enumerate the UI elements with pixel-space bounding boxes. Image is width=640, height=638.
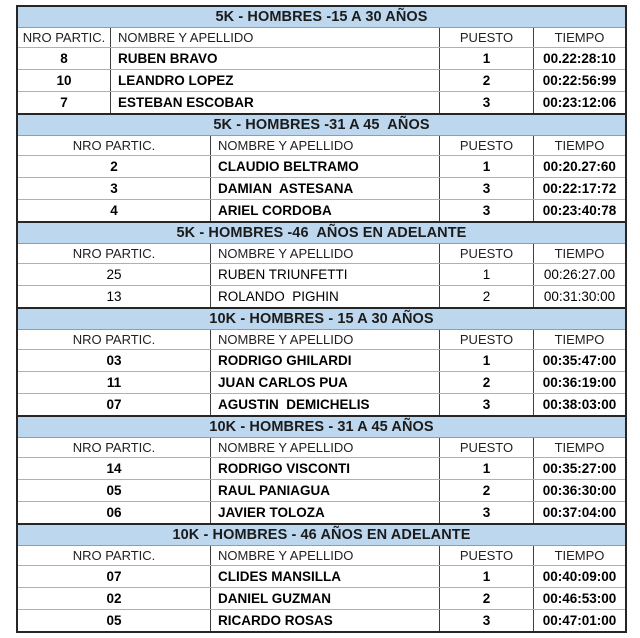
cell-nro-partic: 03	[18, 350, 211, 371]
cell-nombre-apellido: AGUSTIN DEMICHELIS	[211, 394, 440, 415]
column-header-row	[18, 330, 625, 349]
result-row	[18, 371, 625, 393]
category-title-row	[18, 223, 625, 244]
cell-puesto: 1	[440, 264, 534, 285]
result-row	[18, 91, 625, 113]
cell-nombre-apellido: RUBEN BRAVO	[111, 48, 440, 69]
header-nombre-apellido: NOMBRE Y APELLIDO	[211, 244, 440, 263]
cell-nro-partic: 7	[18, 92, 111, 113]
header-puesto: PUESTO	[440, 330, 534, 349]
result-row	[18, 155, 625, 177]
cell-nombre-apellido: JUAN CARLOS PUA	[211, 372, 440, 393]
cell-puesto: 2	[440, 588, 534, 609]
cell-nro-partic: 2	[18, 156, 211, 177]
category-title: 5K - HOMBRES -31 A 45 AÑOS	[213, 117, 430, 133]
header-nro-partic: NRO PARTIC.	[18, 28, 111, 47]
result-row	[18, 263, 625, 285]
cell-tiempo: 00:31:30:00	[543, 289, 616, 304]
result-row	[18, 349, 625, 371]
category-title-row	[18, 309, 625, 330]
cell-nro-partic: 10	[18, 70, 111, 91]
header-tiempo: TIEMPO	[554, 246, 605, 261]
cell-puesto: 1	[440, 48, 534, 69]
result-row	[18, 285, 625, 307]
cell-nro-partic: 05	[18, 610, 211, 631]
cell-nombre-apellido: ARIEL CORDOBA	[211, 200, 440, 221]
cell-puesto: 3	[440, 394, 534, 415]
race-results-table	[16, 5, 627, 633]
header-nro-partic: NRO PARTIC.	[18, 244, 211, 263]
cell-puesto: 3	[440, 92, 534, 113]
header-puesto: PUESTO	[440, 438, 534, 457]
cell-tiempo: 00:22:17:72	[542, 181, 617, 196]
header-puesto: PUESTO	[440, 136, 534, 155]
cell-nombre-apellido: JAVIER TOLOZA	[211, 502, 440, 523]
cell-puesto: 1	[440, 458, 534, 479]
cell-nro-partic: 05	[18, 480, 211, 501]
cell-puesto: 3	[440, 610, 534, 631]
result-row	[18, 457, 625, 479]
cell-tiempo: 00:22:56:99	[542, 73, 617, 88]
result-row	[18, 565, 625, 587]
cell-nro-partic: 3	[18, 178, 211, 199]
cell-nombre-apellido: RODRIGO VISCONTI	[211, 458, 440, 479]
category-section	[18, 221, 625, 307]
header-tiempo: TIEMPO	[554, 138, 605, 153]
cell-tiempo: 00:35:27:00	[542, 461, 617, 476]
cell-tiempo: 00:20.27:60	[543, 159, 616, 174]
header-nro-partic: NRO PARTIC.	[18, 330, 211, 349]
cell-nro-partic: 06	[18, 502, 211, 523]
category-title-row	[18, 525, 625, 546]
category-title: 5K - HOMBRES -46 AÑOS EN ADELANTE	[176, 225, 467, 241]
cell-nro-partic: 07	[18, 566, 211, 587]
result-row	[18, 69, 625, 91]
category-title-row	[18, 115, 625, 136]
header-nombre-apellido: NOMBRE Y APELLIDO	[211, 330, 440, 349]
cell-puesto: 2	[440, 372, 534, 393]
cell-nro-partic: 07	[18, 394, 211, 415]
cell-nombre-apellido: RICARDO ROSAS	[211, 610, 440, 631]
category-section	[18, 113, 625, 221]
category-title-row	[18, 7, 625, 28]
header-tiempo: TIEMPO	[554, 440, 605, 455]
cell-nombre-apellido: DANIEL GUZMAN	[211, 588, 440, 609]
header-puesto: PUESTO	[440, 244, 534, 263]
cell-tiempo: 00:46:53:00	[542, 591, 617, 606]
result-row	[18, 199, 625, 221]
cell-nombre-apellido: RAUL PANIAGUA	[211, 480, 440, 501]
cell-puesto: 1	[440, 156, 534, 177]
category-title: 10K - HOMBRES - 31 A 45 AÑOS	[209, 419, 434, 435]
category-section	[18, 415, 625, 523]
column-header-row	[18, 546, 625, 565]
cell-nro-partic: 4	[18, 200, 211, 221]
header-tiempo: TIEMPO	[554, 332, 605, 347]
result-row	[18, 393, 625, 415]
cell-puesto: 3	[440, 200, 534, 221]
cell-nro-partic: 14	[18, 458, 211, 479]
cell-puesto: 3	[440, 502, 534, 523]
cell-nro-partic: 8	[18, 48, 111, 69]
header-nro-partic: NRO PARTIC.	[18, 438, 211, 457]
header-tiempo: TIEMPO	[554, 30, 605, 45]
cell-nombre-apellido: CLIDES MANSILLA	[211, 566, 440, 587]
cell-tiempo: 00:35:47:00	[542, 353, 617, 368]
cell-nombre-apellido: RODRIGO GHILARDI	[211, 350, 440, 371]
result-row	[18, 177, 625, 199]
cell-tiempo: 00:23:12:06	[542, 95, 617, 110]
cell-tiempo: 00:37:04:00	[542, 505, 617, 520]
cell-nombre-apellido: CLAUDIO BELTRAMO	[211, 156, 440, 177]
column-header-row	[18, 438, 625, 457]
header-nro-partic: NRO PARTIC.	[18, 546, 211, 565]
result-row	[18, 587, 625, 609]
header-nombre-apellido: NOMBRE Y APELLIDO	[211, 136, 440, 155]
cell-puesto: 1	[440, 350, 534, 371]
header-nombre-apellido: NOMBRE Y APELLIDO	[211, 438, 440, 457]
result-row	[18, 501, 625, 523]
category-title: 10K - HOMBRES - 15 A 30 AÑOS	[209, 311, 434, 327]
column-header-row	[18, 136, 625, 155]
header-tiempo: TIEMPO	[554, 548, 605, 563]
cell-nro-partic: 25	[18, 264, 211, 285]
cell-tiempo: 00:38:03:00	[542, 397, 617, 412]
cell-nro-partic: 11	[18, 372, 211, 393]
result-row	[18, 47, 625, 69]
cell-puesto: 3	[440, 178, 534, 199]
cell-nro-partic: 02	[18, 588, 211, 609]
cell-tiempo: 00.22:28:10	[543, 51, 616, 66]
result-row	[18, 479, 625, 501]
result-row	[18, 609, 625, 631]
header-nombre-apellido: NOMBRE Y APELLIDO	[111, 28, 440, 47]
cell-nombre-apellido: LEANDRO LOPEZ	[111, 70, 440, 91]
cell-tiempo: 00:23:40:78	[542, 203, 617, 218]
column-header-row	[18, 28, 625, 47]
column-header-row	[18, 244, 625, 263]
header-nombre-apellido: NOMBRE Y APELLIDO	[211, 546, 440, 565]
cell-puesto: 2	[440, 70, 534, 91]
cell-nombre-apellido: DAMIAN ASTESANA	[211, 178, 440, 199]
header-puesto: PUESTO	[440, 546, 534, 565]
category-title: 10K - HOMBRES - 46 AÑOS EN ADELANTE	[172, 527, 471, 543]
cell-puesto: 2	[440, 480, 534, 501]
cell-tiempo: 00:26:27.00	[543, 267, 616, 282]
cell-nombre-apellido: ROLANDO PIGHIN	[211, 286, 440, 307]
category-title: 5K - HOMBRES -15 A 30 AÑOS	[215, 9, 428, 25]
category-title-row	[18, 417, 625, 438]
cell-nombre-apellido: ESTEBAN ESCOBAR	[111, 92, 440, 113]
cell-tiempo: 00:36:30:00	[542, 483, 617, 498]
category-section	[18, 7, 625, 113]
cell-tiempo: 00:47:01:00	[542, 613, 617, 628]
cell-puesto: 2	[440, 286, 534, 307]
category-section	[18, 307, 625, 415]
cell-nombre-apellido: RUBEN TRIUNFETTI	[211, 264, 440, 285]
header-puesto: PUESTO	[440, 28, 534, 47]
cell-tiempo: 00:36:19:00	[542, 375, 617, 390]
cell-puesto: 1	[440, 566, 534, 587]
header-nro-partic: NRO PARTIC.	[18, 136, 211, 155]
cell-nro-partic: 13	[18, 286, 211, 307]
cell-tiempo: 00:40:09:00	[542, 569, 617, 584]
category-section	[18, 523, 625, 631]
